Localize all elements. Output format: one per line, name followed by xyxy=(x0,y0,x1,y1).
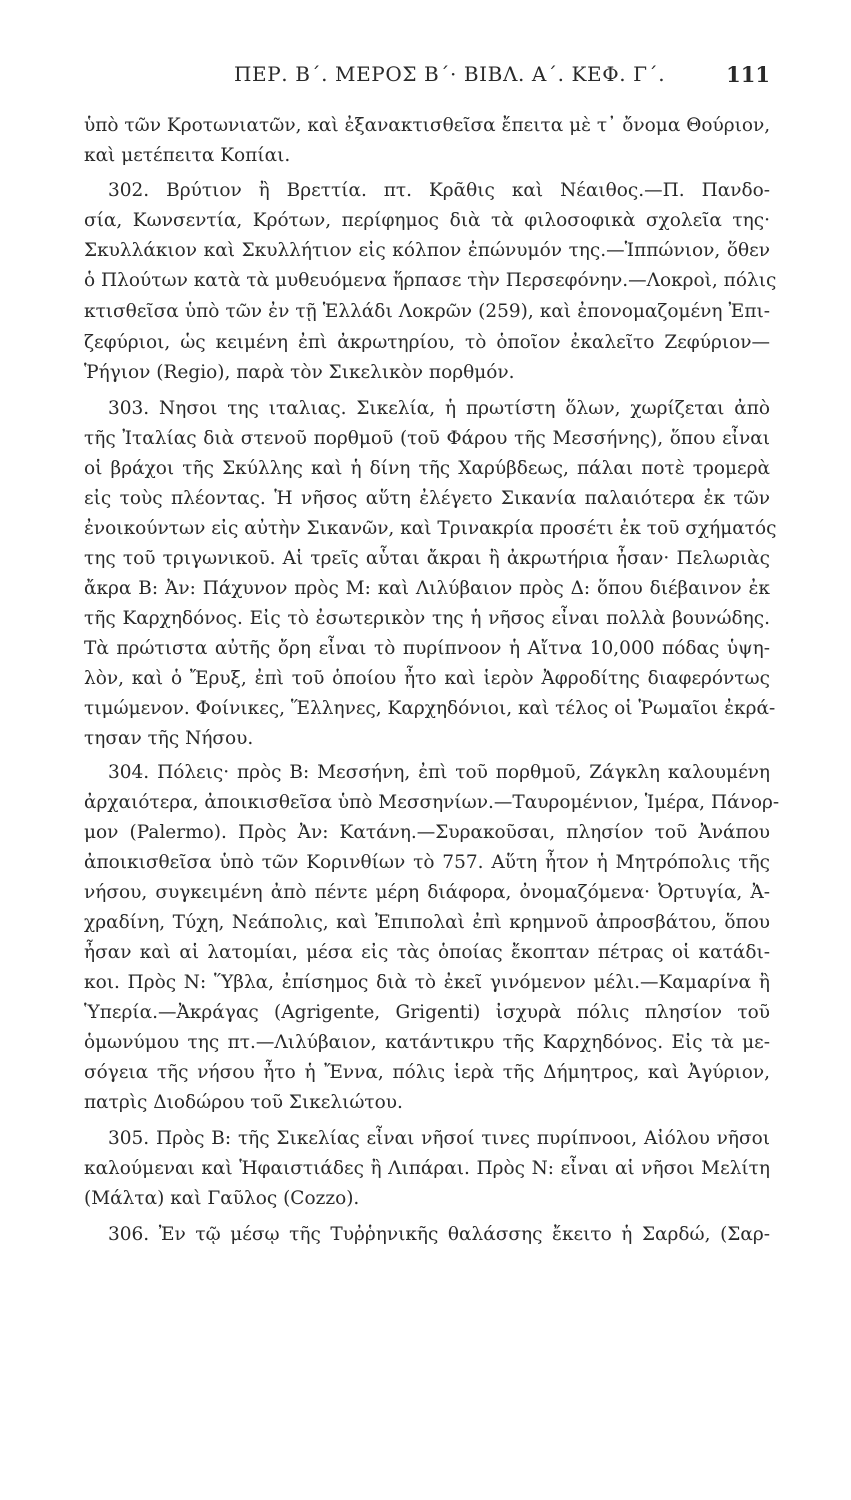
text-line: Ὑπερία.—Ἀκράγας (Agrigente, Grigenti) ἰσχυρὰ πόλις πλησίον τοῦ xyxy=(84,1002,770,1023)
text-line: ζεφύριοι, ὡς κειμένη ἐπὶ ἀκρωτηρίου, τὸ ὁποῖον ἐκαλεῖτο Ζεφύριον— xyxy=(84,332,770,353)
text-line: τησαν τῆς Νήσου. xyxy=(84,728,254,749)
text-line: Ῥήγιον (Regio), παρὰ τὸν Σικελικὸν πορθμόν. xyxy=(84,362,515,383)
text-line: της τοῦ τριγωνικοῦ. Αἱ τρεῖς αὗται ἄκραι ἢ ἀκρωτήρια ἦσαν· Πελωριὰς xyxy=(84,548,770,569)
section-304-first-line: 304. Πόλεις· πρὸς Β: Μεσσήνη, ἐπὶ τοῦ πορθμοῦ, Ζάγκλη καλουμένη xyxy=(108,762,770,783)
running-head: ΠΕΡ. Β΄. ΜΕΡΟΣ Β΄· ΒΙΒΛ. Α΄. ΚΕΦ. Γ΄. xyxy=(234,62,666,86)
page-number: 111 xyxy=(726,62,770,87)
text-line: Τὰ πρώτιστα αὐτῆς ὄρη εἶναι τὸ πυρίπνοον ἡ Αἴτνα 10,000 πόδας ὑψη- xyxy=(84,638,770,659)
text-line: ὑπὸ τῶν Κροτωνιατῶν, καὶ ἐξανακτισθεῖσα ἔπειτα μὲ τ᾽ ὄνομα Θούριον, xyxy=(84,115,771,136)
text-line: χραδίνη, Τύχη, Νεάπολις, καὶ Ἐπιπολαὶ ἐπὶ κρημνοῦ ἀπροσβάτου, ὅπου xyxy=(84,912,770,933)
text-line: ἄκρα Β: Ἀν: Πάχυνον πρὸς Μ: καὶ Λιλύβαιον πρὸς Δ: ὅπου διέβαινον ἐκ xyxy=(84,578,770,599)
section-303-first-line: 303. Νησοι της ιταλιας. Σικελία, ἡ πρωτίστη ὅλων, χωρίζεται ἀπὸ xyxy=(108,398,770,419)
text-line: καὶ μετέπειτα Κοπίαι. xyxy=(84,145,291,166)
text-line: ὁ Πλούτων κατὰ τὰ μυθευόμενα ἥρπασε τὴν Περσεφόνην.—Λοκροὶ, πόλις xyxy=(84,270,777,291)
text-line: εἰς τοὺς πλέοντας. Ἡ νῆσος αὕτη ἐλέγετο Σικανία παλαιότερα ἐκ τῶν xyxy=(84,488,770,509)
section-302-first-line: 302. Βρύτιον ἢ Βρεττία. πτ. Κρᾶθις καὶ Νέαιθος.—Π. Πανδο- xyxy=(108,180,770,201)
text-line: οἱ βράχοι τῆς Σκύλλης καὶ ἡ δίνη τῆς Χαρύβδεως, πάλαι ποτὲ τρομερὰ xyxy=(84,458,770,479)
text-line: τῆς Ἰταλίας διὰ στενοῦ πορθμοῦ (τοῦ Φάρου τῆς Μεσσήνης), ὅπου εἶναι xyxy=(84,428,770,449)
text-line: (Μάλτα) καὶ Γαῦλος (Cozzo). xyxy=(84,1188,360,1209)
text-line: ἐνοικούντων εἰς αὐτὴν Σικανῶν, καὶ Τρινακρία προσέτι ἐκ τοῦ σχήματός xyxy=(84,518,777,539)
section-306-first-line: 306. Ἐν τῷ μέσῳ τῆς Τυῤῥηνικῆς θαλάσσης ἔκειτο ἡ Σαρδώ, (Σαρ- xyxy=(108,1224,770,1245)
text-line: ἦσαν καὶ αἱ λατομίαι, μέσα εἰς τὰς ὁποίας ἔκοπταν πέτρας οἱ κατάδι- xyxy=(84,942,770,963)
text-line: κτισθεῖσα ὑπὸ τῶν ἐν τῇ Ἑλλάδι Λοκρῶν (259), καὶ ἐπονομαζομένη Ἐπι- xyxy=(84,301,770,322)
section-305-first-line: 305. Πρὸς Β: τῆς Σικελίας εἶναι νῆσοί τινες πυρίπνοοι, Αἰόλου νῆσοι xyxy=(108,1128,770,1149)
page-header xyxy=(84,62,770,92)
text-line: ἀποικισθεῖσα ὑπὸ τῶν Κορινθίων τὸ 757. Αὕτη ἦτον ἡ Μητρόπολις τῆς xyxy=(84,852,770,873)
text-line: μον (Palermo). Πρὸς Ἀν: Κατάνη.—Συρακοῦσαι, πλησίον τοῦ Ἀνάπου xyxy=(84,822,770,843)
text-line: πατρὶς Διοδώρου τοῦ Σικελιώτου. xyxy=(84,1092,403,1113)
text-line: ἀρχαιότερα, ἀποικισθεῖσα ὑπὸ Μεσσηνίων.—Ταυρομένιον, Ἱμέρα, Πάνορ- xyxy=(84,792,780,813)
text-line: νήσου, συγκειμένη ἀπὸ πέντε μέρη διάφορα, ὀνομαζόμενα· Ὀρτυγία, Ἀ- xyxy=(84,882,770,903)
text-line: σόγεια τῆς νήσου ἦτο ἡ Ἔννα, πόλις ἱερὰ τῆς Δήμητρος, καὶ Ἀγύριον, xyxy=(84,1062,770,1083)
text-line: σία, Κωνσεντία, Κρότων, περίφημος διὰ τὰ φιλοσοφικὰ σχολεῖα της· xyxy=(84,210,770,231)
text-line: καλούμεναι καὶ Ἡφαιστιάδες ἢ Λιπάραι. Πρὸς Ν: εἶναι αἱ νῆσοι Μελίτη xyxy=(84,1158,770,1179)
text-line: λὸν, καὶ ὁ Ἔρυξ, ἐπὶ τοῦ ὁποίου ἦτο καὶ ἱερὸν Ἀφροδίτης διαφερόντως xyxy=(84,668,770,689)
text-line: τῆς Καρχηδόνος. Εἰς τὸ ἐσωτερικὸν της ἡ νῆσος εἶναι πολλὰ βουνώδης. xyxy=(84,608,770,629)
text-line: Σκυλλάκιον καὶ Σκυλλήτιον εἰς κόλπον ἐπώνυμόν της.—Ἱππώνιον, ὅθεν xyxy=(84,240,770,261)
text-line: ὁμωνύμου της πτ.—Λιλύβαιον, κατάντικρυ τῆς Καρχηδόνος. Εἰς τὰ με- xyxy=(84,1032,770,1053)
text-line: τιμώμενον. Φοίνικες, Ἕλληνες, Καρχηδόνιοι, καὶ τέλος οἱ Ῥωμαῖοι ἐκρά- xyxy=(84,698,776,719)
text-line: κοι. Πρὸς Ν: Ὕβλα, ἐπίσημος διὰ τὸ ἐκεῖ γινόμενον μέλι.—Καμαρίνα ἢ xyxy=(84,972,770,993)
